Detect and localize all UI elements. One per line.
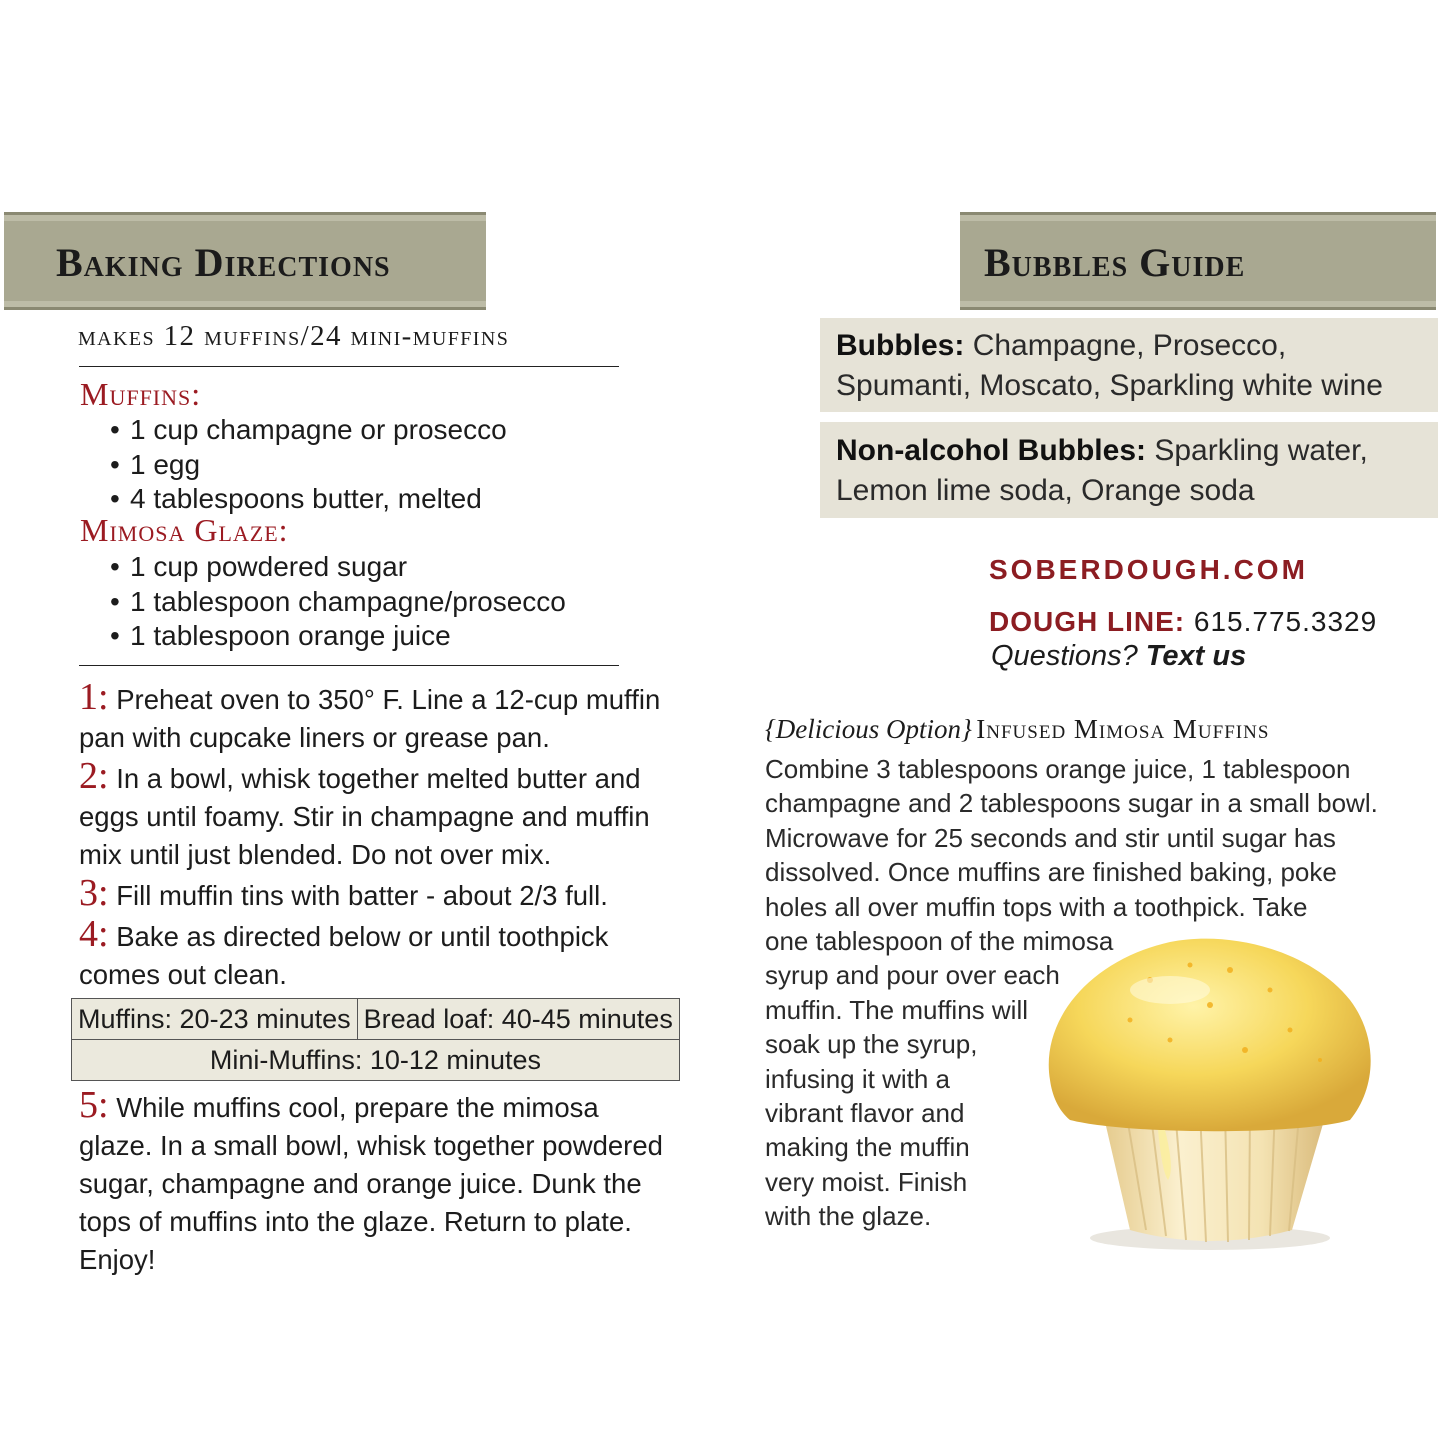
option-title	[765, 714, 1269, 745]
option-heading: Infused Mimosa Muffins	[976, 714, 1270, 744]
option-instructions: Combine 3 tablespoons orange juice, 1 tablespoon champagne and 2 tablespoons sugar in a small bowl. Microwave for 25 seconds and stir until sugar has dissolved. Once muffins are finished baking, poke holes all over muffin tops with a toothpick. Take one tablespoon of the mimosa syrup and pour over each muffin. The muffins will soak up the syrup, infusing it with a vibrant flavor and making the muffin very moist. Finish with the glaze.	[765, 754, 1378, 1232]
list-item: • 4 tablespoons butter, melted	[110, 483, 482, 514]
non-alcohol-line-2: Lemon lime soda, Orange soda	[836, 474, 1255, 507]
list-item: • 1 tablespoon champagne/prosecco	[110, 585, 566, 617]
muffins-time-cell: Muffins: 20-23 minutes	[72, 999, 358, 1040]
step-3: 3: Fill muffin tins with batter - about 2/3 full.	[79, 872, 608, 914]
bubbles-label: Bubbles:	[836, 329, 965, 362]
phone-number[interactable]: 615.775.3329	[1193, 606, 1378, 637]
muffins-ingredient-list	[110, 413, 507, 517]
baking-directions-title: Baking Directions	[56, 240, 391, 285]
glaze-ingredient-list	[110, 550, 566, 654]
glazed-muffin-image	[1030, 930, 1390, 1260]
list-item: • 1 egg	[110, 448, 201, 480]
step-2: 2: In a bowl, whisk together melted butter and eggs until foamy. Stir in champagne and muffin mix until just blended. Do not over mix.	[79, 755, 650, 870]
bread-time-cell: Bread loaf: 40-45 minutes	[357, 999, 679, 1040]
non-alcohol-label: Non-alcohol Bubbles:	[836, 434, 1146, 467]
mini-muffins-time-cell: Mini-Muffins: 10-12 minutes	[72, 1040, 680, 1081]
baking-directions-banner	[4, 212, 486, 310]
bubbles-box	[820, 318, 1438, 412]
bake-times-table	[71, 998, 680, 1081]
divider	[79, 366, 619, 367]
text-us: Text us	[1145, 640, 1247, 672]
bubbles-line-1: Champagne, Prosecco,	[972, 329, 1287, 362]
step-5: 5: While muffins cool, prepare the mimosa glaze. In a small bowl, whisk together powdered sugar, champagne and orange juice. Dunk the tops of muffins into the glaze. Return to plate. Enjoy!	[79, 1084, 663, 1275]
non-alcohol-box	[820, 422, 1438, 518]
list-item: • 1 cup champagne or prosecco	[110, 414, 507, 445]
list-item: • 1 tablespoon orange juice	[110, 620, 451, 651]
muffins-heading: Muffins:	[80, 376, 202, 412]
bubbles-line-2: Spumanti, Moscato, Sparkling white wine	[836, 369, 1383, 402]
step-1: 1: Preheat oven to 350° F. Line a 12-cup muffin pan with cupcake liners or grease pan.	[79, 676, 661, 753]
dough-line	[989, 606, 1377, 638]
dough-line-label: DOUGH LINE:	[989, 606, 1186, 637]
non-alcohol-line-1: Sparkling water,	[1154, 434, 1368, 467]
divider	[79, 665, 619, 666]
mimosa-glaze-heading: Mimosa Glaze:	[80, 512, 289, 548]
website-link[interactable]: SOBERDOUGH.COM	[989, 554, 1308, 585]
step-4: 4: Bake as directed below or until toothpick comes out clean.	[79, 913, 609, 990]
bubbles-guide-banner	[960, 212, 1436, 310]
bubbles-guide-title: Bubbles Guide	[984, 240, 1246, 285]
yield-line: makes 12 muffins/24 mini-muffins	[78, 320, 510, 352]
list-item: • 1 cup powdered sugar	[110, 551, 408, 582]
questions-line: Questions? Text us	[991, 640, 1247, 672]
steps-1-4	[79, 678, 679, 994]
option-label: {Delicious Option}	[765, 714, 972, 744]
step-5-block	[79, 1086, 679, 1279]
